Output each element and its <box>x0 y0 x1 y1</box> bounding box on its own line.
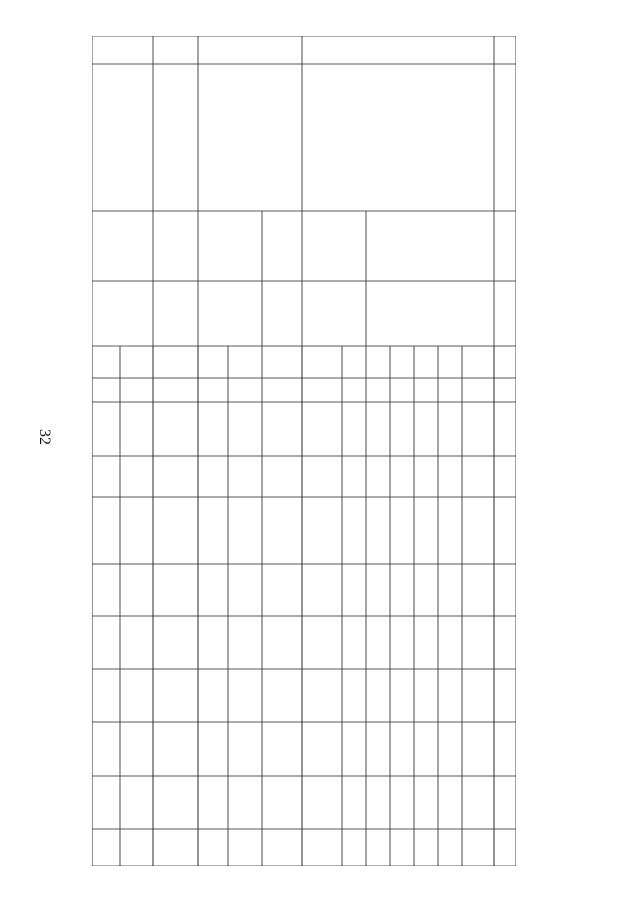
table-grid <box>92 36 516 866</box>
page-number: 32 <box>36 429 53 445</box>
rotated-page <box>92 36 516 866</box>
budget-table <box>92 36 516 866</box>
